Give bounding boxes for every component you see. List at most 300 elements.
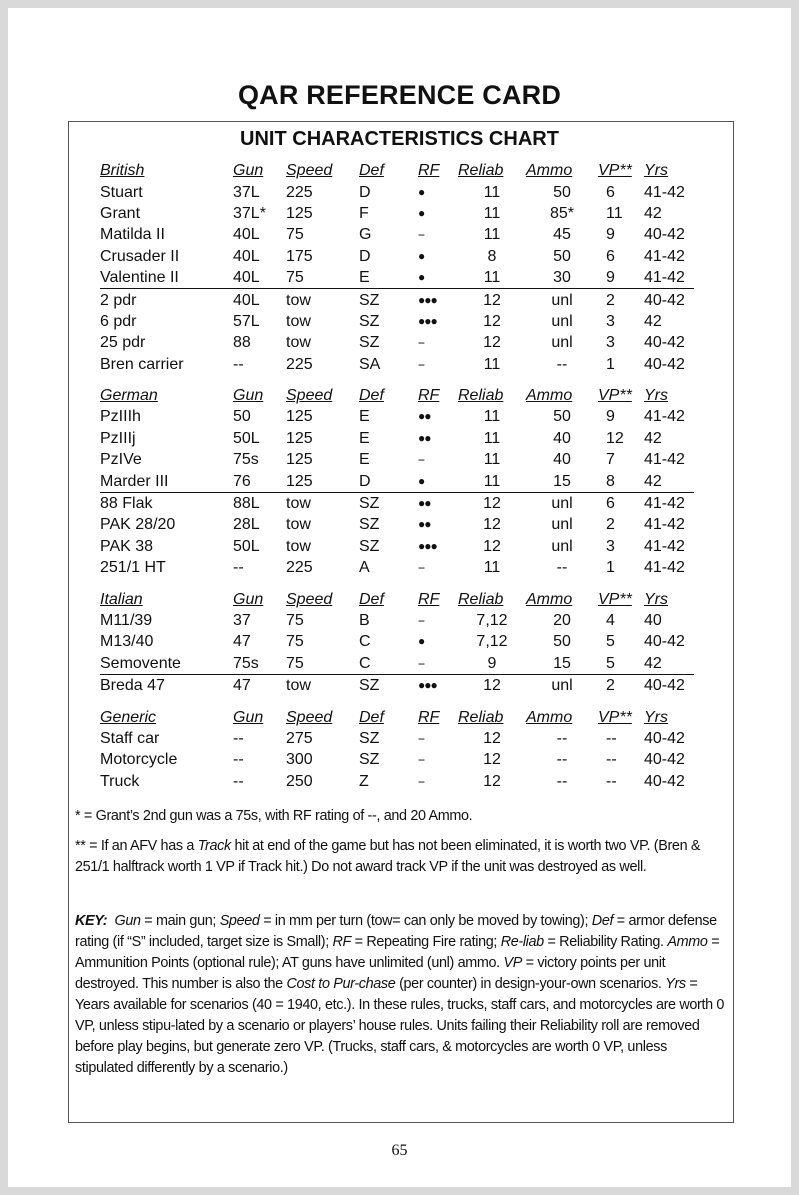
table-cell: 175	[286, 247, 313, 265]
table-cell: 37	[233, 612, 251, 629]
table-cell: 40-42	[644, 355, 685, 373]
table-cell: 1	[606, 559, 615, 577]
table-cell: SZ	[359, 729, 380, 747]
key-term: RF	[332, 934, 351, 950]
key-term: Gun	[114, 913, 141, 929]
table-cell: 41-42	[644, 247, 685, 265]
table-cell: A	[359, 559, 370, 577]
table-cell: 11	[483, 204, 501, 222]
table-row	[100, 181, 694, 202]
table-cell: F	[359, 204, 369, 222]
table-cell: 125	[286, 204, 313, 222]
table-cell: SZ	[359, 677, 380, 695]
table-cell: unl	[551, 334, 573, 352]
table-cell: 12	[483, 291, 501, 309]
table-cell: 40-42	[644, 677, 685, 695]
table-cell: ●●	[418, 409, 431, 424]
table-cell: 7,12	[476, 633, 508, 651]
table-cell: --	[233, 559, 244, 577]
unit-name: M11/39	[100, 612, 153, 629]
table-cell: D	[359, 183, 371, 201]
table-cell: E	[359, 408, 370, 426]
table-cell: 125	[286, 429, 313, 447]
table-row	[100, 557, 694, 578]
unit-name: Stuart	[100, 183, 143, 201]
unit-name: 251/1 HT	[100, 559, 166, 577]
table-cell: 42	[644, 470, 694, 492]
key-term: Speed	[219, 913, 260, 929]
table-cell: 4	[606, 612, 615, 629]
table-cell: --	[233, 751, 244, 769]
table-cell: --	[418, 752, 424, 767]
table-cell: 9	[458, 653, 526, 675]
table-cell: E	[359, 429, 370, 447]
table-cell: 125	[286, 408, 313, 426]
table-cell: ●●●	[418, 538, 437, 553]
table-row	[100, 470, 694, 492]
key-term: Yrs	[665, 976, 686, 992]
unit-name: Bren carrier	[100, 355, 184, 373]
section-header-british	[100, 160, 694, 181]
table-cell: 50	[553, 183, 571, 201]
section-spacer	[100, 696, 694, 706]
table-row	[100, 610, 694, 631]
table-cell: 2	[606, 516, 615, 534]
table-cell: 300	[286, 751, 313, 769]
table-cell: --	[233, 729, 244, 747]
table-cell: --	[606, 772, 617, 790]
table-cell: tow	[286, 516, 311, 534]
table-cell: 11	[458, 470, 526, 492]
table-cell: 47	[233, 677, 251, 695]
section-header-german	[100, 385, 694, 406]
table-cell: 42	[644, 429, 662, 447]
unit-name: Valentine II	[100, 267, 233, 289]
unit-name: Marder III	[100, 470, 233, 492]
key-text: = victory points per unit destroyed. This number is also the	[75, 955, 666, 992]
column-header: Reliab	[458, 708, 504, 726]
table-cell: SZ	[359, 334, 380, 352]
table-cell: SZ	[359, 291, 380, 309]
column-header: Yrs	[644, 162, 668, 180]
column-header: Yrs	[644, 387, 668, 405]
table-cell: 6	[606, 183, 615, 201]
unit-characteristics-table	[100, 160, 694, 792]
section-spacer	[100, 578, 694, 588]
table-cell: 250	[286, 772, 313, 790]
section-header-italian	[100, 588, 694, 609]
column-header: Ammo	[526, 387, 573, 405]
table-cell: 40L	[233, 267, 286, 289]
table-cell: 75	[286, 612, 304, 629]
table-cell: 12	[483, 751, 501, 769]
section-name: British	[100, 162, 145, 180]
table-cell: 40	[644, 612, 662, 629]
table-cell: --	[418, 227, 424, 242]
key-text: = Reliability Rating.	[543, 934, 668, 950]
table-row	[100, 289, 694, 311]
table-cell: 11	[483, 429, 501, 447]
table-cell: 225	[286, 355, 313, 373]
column-header: VP**	[598, 708, 632, 726]
table-cell: 41-42	[644, 451, 685, 469]
table-cell: --	[418, 560, 424, 575]
table-cell: 11	[483, 226, 501, 244]
column-header: Yrs	[644, 590, 668, 608]
table-cell: ●	[418, 184, 425, 199]
table-row	[100, 428, 694, 449]
card-title: QAR REFERENCE CARD	[237, 80, 562, 110]
table-row	[100, 267, 694, 289]
table-cell: 6	[606, 247, 615, 265]
table-cell: 12	[606, 429, 624, 447]
key-term: Re-liab	[500, 934, 544, 950]
table-cell: 41-42	[644, 537, 685, 555]
table-cell: 11	[483, 451, 501, 469]
column-header: Speed	[286, 162, 333, 180]
table-cell: --	[418, 613, 424, 627]
table-row	[100, 332, 694, 353]
key-paragraph	[75, 911, 727, 1079]
unit-name: Staff car	[100, 729, 160, 747]
key-text: = main gun;	[140, 913, 220, 929]
column-header: Gun	[233, 162, 264, 180]
table-cell: ●	[418, 205, 425, 220]
table-cell: tow	[286, 495, 311, 513]
table-cell: 75	[286, 633, 304, 651]
table-row	[100, 449, 694, 470]
column-header: Def	[359, 590, 384, 608]
table-cell: 8	[487, 247, 497, 265]
table-cell: --	[418, 730, 424, 745]
table-cell: Z	[359, 772, 369, 790]
table-cell: 40-42	[644, 772, 685, 790]
table-cell: --	[418, 653, 458, 675]
table-cell: 50L	[233, 429, 260, 447]
table-cell: ●	[418, 470, 458, 492]
table-cell: ●	[418, 634, 425, 649]
table-cell: 12	[483, 334, 501, 352]
unit-name: PzIIIh	[100, 408, 141, 426]
table-cell: SZ	[359, 751, 380, 769]
table-cell: 11	[483, 183, 501, 201]
key-text: (per counter) in design-your-own scenarios.	[395, 976, 666, 992]
unit-name: PzIIIj	[100, 429, 136, 447]
note-track-vp	[75, 836, 727, 878]
table-row	[100, 514, 694, 535]
table-cell: 40	[553, 429, 571, 447]
table-cell: 88	[233, 334, 251, 352]
column-header: Speed	[286, 708, 333, 726]
table-cell: C	[359, 633, 371, 651]
table-cell: 11	[483, 355, 501, 373]
unit-name: Motorcycle	[100, 751, 178, 769]
table-row	[100, 311, 694, 332]
column-header: Speed	[286, 590, 333, 608]
table-cell: 50	[553, 247, 571, 265]
table-cell: --	[606, 751, 617, 769]
section-name: Generic	[100, 708, 157, 726]
table-row	[100, 674, 694, 696]
section-name: Italian	[100, 590, 143, 608]
table-cell: --	[556, 355, 568, 373]
table-cell: ●●	[418, 430, 431, 445]
table-cell: unl	[551, 516, 573, 534]
table-cell: SZ	[359, 495, 380, 513]
column-header: Def	[359, 162, 384, 180]
table-cell: 12	[483, 729, 501, 747]
table-cell: SZ	[359, 516, 380, 534]
section-header-generic	[100, 706, 694, 727]
table-cell: 1	[606, 355, 615, 373]
unit-name: Truck	[100, 772, 140, 790]
table-cell: unl	[551, 291, 573, 309]
table-cell: tow	[286, 537, 311, 555]
column-header: Yrs	[644, 708, 668, 726]
unit-name: 6 pdr	[100, 312, 137, 330]
section-name: German	[100, 387, 158, 405]
table-cell: 41-42	[644, 183, 685, 201]
table-cell: 15	[526, 470, 598, 492]
column-header: Def	[359, 387, 384, 405]
table-cell: 42	[644, 653, 694, 675]
table-cell: ●●	[418, 517, 431, 532]
column-header: Def	[359, 708, 384, 726]
table-cell: tow	[286, 677, 311, 695]
table-cell: 75s	[233, 653, 286, 675]
table-cell: 50L	[233, 537, 260, 555]
table-cell: 9	[598, 267, 644, 289]
table-cell: 12	[483, 312, 501, 330]
table-cell: 11	[606, 204, 623, 222]
unit-name: M13/40	[100, 633, 154, 651]
table-cell: B	[359, 612, 370, 629]
table-cell: 3	[606, 312, 615, 330]
table-row	[100, 224, 694, 245]
table-cell: 57L	[233, 312, 260, 330]
table-row	[100, 406, 694, 427]
table-cell: G	[359, 226, 372, 244]
table-cell: --	[233, 355, 244, 373]
table-cell: 50	[553, 408, 571, 426]
key-text: = Ammunition Points (optional rule); AT guns have unlimited (unl) ammo.	[75, 934, 720, 971]
key-text: = armor defense rating (if “S” included, target size is Small);	[75, 913, 717, 950]
column-header: RF	[418, 590, 440, 608]
table-cell: --	[418, 335, 424, 350]
table-cell: 7	[606, 451, 615, 469]
table-cell: 11	[483, 559, 501, 577]
key-term: VP	[503, 955, 522, 971]
table-cell: 50	[553, 633, 571, 651]
table-cell: 40L	[233, 247, 260, 265]
table-cell: 9	[606, 226, 615, 244]
table-row	[100, 653, 694, 675]
table-row	[100, 492, 694, 514]
table-cell: 225	[286, 183, 313, 201]
column-header: Speed	[286, 387, 333, 405]
table-cell: ●●	[418, 496, 431, 511]
table-row	[100, 771, 694, 792]
column-header: Reliab	[458, 162, 504, 180]
section-spacer	[100, 375, 694, 385]
table-cell: 45	[553, 226, 571, 244]
table-cell: 37L*	[233, 204, 266, 222]
unit-name: 88 Flak	[100, 495, 153, 513]
table-cell: 40-42	[644, 334, 685, 352]
table-cell: ●●●	[418, 678, 437, 693]
unit-name: PzIVe	[100, 451, 142, 469]
table-cell: ●	[418, 248, 425, 263]
table-cell: --	[556, 751, 568, 769]
table-cell: SZ	[359, 312, 380, 330]
table-cell: 30	[526, 267, 598, 289]
key-term: Cost to Pur-chase	[286, 976, 396, 992]
table-cell: D	[359, 247, 371, 265]
table-cell: 37L	[233, 183, 260, 201]
table-cell: unl	[551, 312, 573, 330]
column-header: RF	[418, 708, 440, 726]
unit-name: Grant	[100, 204, 141, 222]
note-term: Track	[197, 838, 231, 854]
table-cell: --	[233, 772, 244, 790]
table-cell: 8	[598, 470, 644, 492]
table-cell: 75	[286, 653, 359, 675]
table-row	[100, 203, 694, 224]
table-cell: tow	[286, 312, 311, 330]
note-text: ** = If an AFV has a	[75, 838, 198, 854]
unit-name: 25 pdr	[100, 334, 146, 352]
table-cell: 225	[286, 559, 313, 577]
note-text: hit at end of the game but has not been eliminated, it is worth two VP. (Bren & 251/1 halftrack worth 1 VP if Track hit.) Do not award track VP if the unit was destroyed as well.	[75, 838, 701, 875]
key-text: = Repeating Fire rating;	[351, 934, 501, 950]
table-cell: --	[418, 356, 424, 371]
table-cell: 2	[606, 677, 615, 695]
table-cell: E	[359, 451, 370, 469]
unit-name: Semovente	[100, 653, 233, 675]
unit-name: Breda 47	[100, 677, 165, 695]
table-cell: E	[359, 267, 418, 289]
table-row	[100, 354, 694, 375]
table-cell: 50	[233, 408, 251, 426]
table-cell: 15	[526, 653, 598, 675]
column-header: RF	[418, 387, 440, 405]
table-cell: SZ	[359, 537, 380, 555]
table-cell: --	[556, 559, 568, 577]
table-cell: unl	[551, 495, 573, 513]
table-cell: 40-42	[644, 633, 685, 651]
table-cell: 47	[233, 633, 251, 651]
column-header: Ammo	[526, 708, 573, 726]
table-cell: 41-42	[644, 516, 685, 534]
unit-name: PAK 38	[100, 537, 154, 555]
key-text: = Years available for scenarios (40 = 1940, etc.). In these rules, trucks, staff cars, and motorcycles are worth 0 VP, unless stipu-lated by a scenario or players’ house rules. Units failing their Reliability roll are removed before play begins, but generate zero VP. (Trucks, staff cars, & motorcycles are worth 0 VP, unless stipulated differently by a scenario.)	[75, 976, 725, 1076]
table-cell: 11	[458, 267, 526, 289]
table-cell: 42	[644, 204, 662, 222]
table-row	[100, 728, 694, 749]
table-cell: 28L	[233, 516, 260, 534]
table-cell: 20	[553, 612, 571, 629]
table-cell: 11	[483, 408, 501, 426]
table-cell: tow	[286, 334, 311, 352]
table-cell: 12	[483, 495, 501, 513]
table-cell: 3	[606, 334, 615, 352]
table-cell: unl	[551, 537, 573, 555]
table-cell: ●	[418, 267, 458, 289]
table-cell: 12	[483, 772, 501, 790]
table-cell: 41-42	[644, 559, 685, 577]
table-cell: --	[556, 772, 568, 790]
table-cell: --	[418, 773, 424, 788]
table-cell: 125	[286, 470, 359, 492]
column-header: VP**	[598, 387, 632, 405]
column-header: Reliab	[458, 590, 504, 608]
table-cell: 42	[644, 312, 662, 330]
table-cell: 75	[286, 226, 304, 244]
table-cell: 5	[606, 633, 615, 651]
column-header: VP**	[598, 590, 632, 608]
note-grant-gun: * = Grant’s 2nd gun was a 75s, with RF rating of --, and 20 Ammo.	[75, 808, 473, 824]
table-row	[100, 536, 694, 557]
table-cell: C	[359, 653, 418, 675]
table-cell: 12	[483, 516, 501, 534]
table-cell: tow	[286, 291, 311, 309]
column-header: Gun	[233, 590, 264, 608]
table-cell: --	[606, 729, 617, 747]
table-cell: 75s	[233, 451, 259, 469]
table-cell: 76	[233, 470, 286, 492]
unit-name: 2 pdr	[100, 291, 137, 309]
chart-title: UNIT CHARACTERISTICS CHART	[240, 128, 559, 150]
table-cell: 40-42	[644, 729, 685, 747]
table-cell: 9	[606, 408, 615, 426]
table-cell: ●●●	[418, 292, 437, 307]
table-cell: ●●●	[418, 313, 437, 328]
column-header: VP**	[598, 162, 632, 180]
table-cell: SA	[359, 355, 381, 373]
unit-name: PAK 28/20	[100, 516, 176, 534]
unit-name: Matilda II	[100, 226, 165, 244]
table-cell: 7,12	[476, 612, 508, 629]
column-header: RF	[418, 162, 440, 180]
key-label: KEY:	[75, 913, 108, 929]
table-cell: unl	[551, 677, 573, 695]
unit-name: Crusader II	[100, 247, 180, 265]
table-cell: 6	[606, 495, 615, 513]
column-header: Ammo	[526, 590, 573, 608]
table-cell: 12	[483, 677, 501, 695]
table-cell: D	[359, 470, 418, 492]
table-cell: 3	[606, 537, 615, 555]
table-cell: 40	[553, 451, 571, 469]
key-term: Def	[591, 913, 614, 929]
table-cell: 40L	[233, 291, 260, 309]
page-number: 65	[391, 1142, 408, 1159]
table-row	[100, 749, 694, 770]
table-cell: 41-42	[644, 495, 685, 513]
column-header: Reliab	[458, 387, 504, 405]
table-cell: 41-42	[644, 267, 694, 289]
table-cell: 75	[286, 267, 359, 289]
table-cell: 12	[483, 537, 501, 555]
table-cell: 88L	[233, 495, 260, 513]
table-cell: 125	[286, 451, 313, 469]
table-cell: 5	[598, 653, 644, 675]
table-cell: 41-42	[644, 408, 685, 426]
table-cell: 40-42	[644, 226, 685, 244]
key-text: = in mm per turn (tow= can only be moved by towing);	[259, 913, 592, 929]
column-header: Ammo	[526, 162, 573, 180]
table-cell: 40L	[233, 226, 260, 244]
